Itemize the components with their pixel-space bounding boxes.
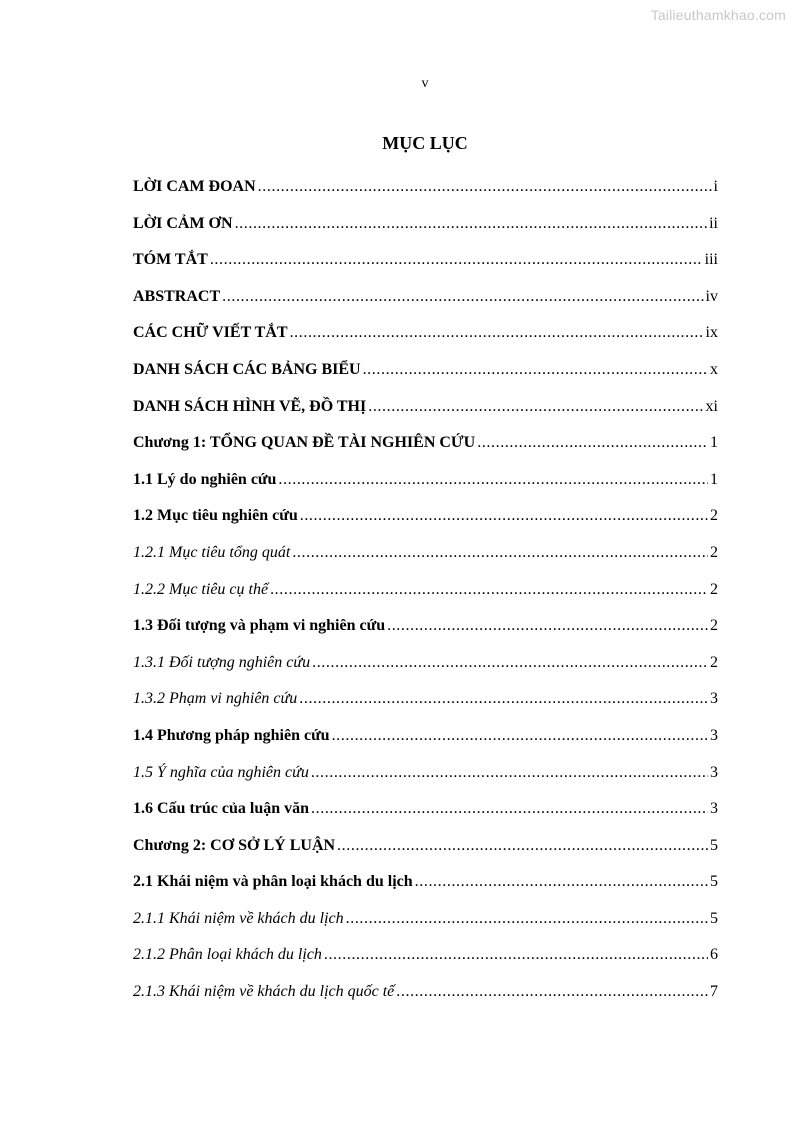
toc-entry-label: 1.3.1 Đối tượng nghiên cứu	[133, 653, 311, 671]
toc-entry-page: 5	[710, 836, 718, 854]
toc-entry[interactable]	[133, 944, 718, 981]
toc-entry-label: LỜI CẢM ƠN	[133, 214, 233, 232]
toc-entry-page: 3	[710, 690, 718, 708]
toc-entry-label: CÁC CHỮ VIẾT TẮT	[133, 324, 288, 342]
toc-entry-page: 2	[710, 580, 718, 598]
toc-entry[interactable]	[133, 359, 718, 396]
dot-leader	[278, 469, 708, 491]
toc-entry[interactable]	[133, 615, 718, 652]
toc-entry[interactable]	[133, 249, 718, 286]
toc-entry-label: 2.1.2 Phân loại khách du lịch	[133, 946, 322, 964]
toc-entry[interactable]	[133, 871, 718, 908]
toc-entry-label: 1.2 Mục tiêu nghiên cứu	[133, 507, 298, 525]
dot-leader	[363, 359, 708, 381]
toc-entry[interactable]	[133, 469, 718, 506]
dot-leader	[387, 615, 708, 637]
toc-entry-page: x	[710, 360, 718, 378]
toc-entry[interactable]	[133, 176, 718, 213]
dot-leader	[415, 871, 708, 893]
toc-entry-page: 2	[710, 617, 718, 635]
toc-entry-page: ix	[705, 324, 718, 342]
toc-entry-label: TÓM TẮT	[133, 251, 208, 269]
toc-entry[interactable]	[133, 908, 718, 945]
toc-entry-label: 1.2.1 Mục tiêu tổng quát	[133, 543, 291, 561]
toc-entry-page: 6	[710, 946, 718, 964]
toc-entry-page: 7	[710, 983, 718, 1001]
toc-entry[interactable]	[133, 505, 718, 542]
toc-entry-label: 1.6 Cấu trúc của luận văn	[133, 800, 310, 818]
toc-entry-page: 5	[710, 873, 718, 891]
table-of-contents	[133, 176, 718, 1018]
dot-leader	[222, 286, 703, 308]
toc-entry-page: i	[713, 178, 718, 195]
toc-entry[interactable]	[133, 835, 718, 872]
toc-entry-page: 2	[710, 507, 718, 525]
dot-leader	[290, 322, 704, 344]
toc-entry-page: 3	[710, 800, 718, 818]
toc-entry[interactable]	[133, 981, 718, 1018]
toc-entry-page: iv	[705, 287, 718, 305]
dot-leader	[396, 981, 708, 1003]
toc-entry[interactable]	[133, 213, 718, 250]
toc-entry-label: Chương 2: CƠ SỞ LÝ LUẬN	[133, 836, 336, 854]
dot-leader	[346, 908, 708, 930]
toc-entry-page: 1	[710, 434, 718, 452]
toc-entry-label: DANH SÁCH HÌNH VẼ, ĐỒ THỊ	[133, 397, 367, 415]
toc-entry-label: DANH SÁCH CÁC BẢNG BIỂU	[133, 360, 361, 378]
toc-entry[interactable]	[133, 652, 718, 689]
dot-leader	[477, 432, 708, 454]
toc-entry-label: 2.1.1 Khái niệm về khách du lịch	[133, 909, 344, 927]
dot-leader	[258, 176, 712, 198]
toc-entry[interactable]	[133, 762, 718, 799]
toc-entry[interactable]	[133, 688, 718, 725]
toc-entry-page: iii	[704, 251, 718, 269]
toc-entry-label: 1.3.2 Phạm vi nghiên cứu	[133, 690, 298, 708]
dot-leader	[270, 579, 708, 601]
dot-leader	[300, 505, 708, 527]
toc-entry-page: 1	[710, 470, 718, 488]
toc-entry[interactable]	[133, 396, 718, 433]
toc-entry[interactable]	[133, 798, 718, 835]
toc-entry[interactable]	[133, 322, 718, 359]
toc-entry-label: 2.1.3 Khái niệm về khách du lịch quốc tế	[133, 983, 395, 1001]
dot-leader	[235, 213, 708, 235]
dot-leader	[324, 944, 708, 966]
toc-entry-label: 1.1 Lý do nghiên cứu	[133, 470, 277, 488]
dot-leader	[332, 725, 708, 747]
dot-leader	[299, 688, 708, 710]
toc-entry-page: xi	[705, 397, 718, 415]
toc-entry[interactable]	[133, 542, 718, 579]
toc-entry-page: 2	[710, 653, 718, 671]
toc-entry[interactable]	[133, 432, 718, 469]
toc-entry-label: ABSTRACT	[133, 287, 221, 305]
dot-leader	[311, 798, 708, 820]
toc-entry-label: 1.3 Đối tượng và phạm vi nghiên cứu	[133, 617, 386, 635]
toc-entry-page: ii	[709, 214, 718, 232]
toc-entry-page: 5	[710, 909, 718, 927]
dot-leader	[292, 542, 708, 564]
toc-entry-page: 3	[710, 726, 718, 744]
toc-entry-label: 1.2.2 Mục tiêu cụ thể	[133, 580, 269, 598]
toc-title: MỤC LỤC	[382, 133, 468, 153]
toc-entry[interactable]	[133, 286, 718, 323]
dot-leader	[311, 762, 708, 784]
dot-leader	[337, 835, 708, 857]
toc-entry-page: 2	[710, 543, 718, 561]
dot-leader	[368, 396, 703, 418]
toc-entry[interactable]	[133, 579, 718, 616]
toc-entry-label: 2.1 Khái niệm và phân loại khách du lịch	[133, 873, 413, 891]
toc-entry-label: Chương 1: TỔNG QUAN ĐỀ TÀI NGHIÊN CỨU	[133, 434, 476, 452]
page-number: v	[421, 76, 429, 91]
watermark: Tailieuthamkhao.com	[650, 7, 786, 23]
toc-entry-label: LỜI CAM ĐOAN	[133, 178, 256, 195]
toc-entry[interactable]	[133, 725, 718, 762]
toc-entry-page: 3	[710, 763, 718, 781]
dot-leader	[312, 652, 708, 674]
toc-entry-label: 1.4 Phương pháp nghiên cứu	[133, 726, 330, 744]
dot-leader	[210, 249, 703, 271]
toc-entry-label: 1.5 Ý nghĩa của nghiên cứu	[133, 763, 309, 781]
